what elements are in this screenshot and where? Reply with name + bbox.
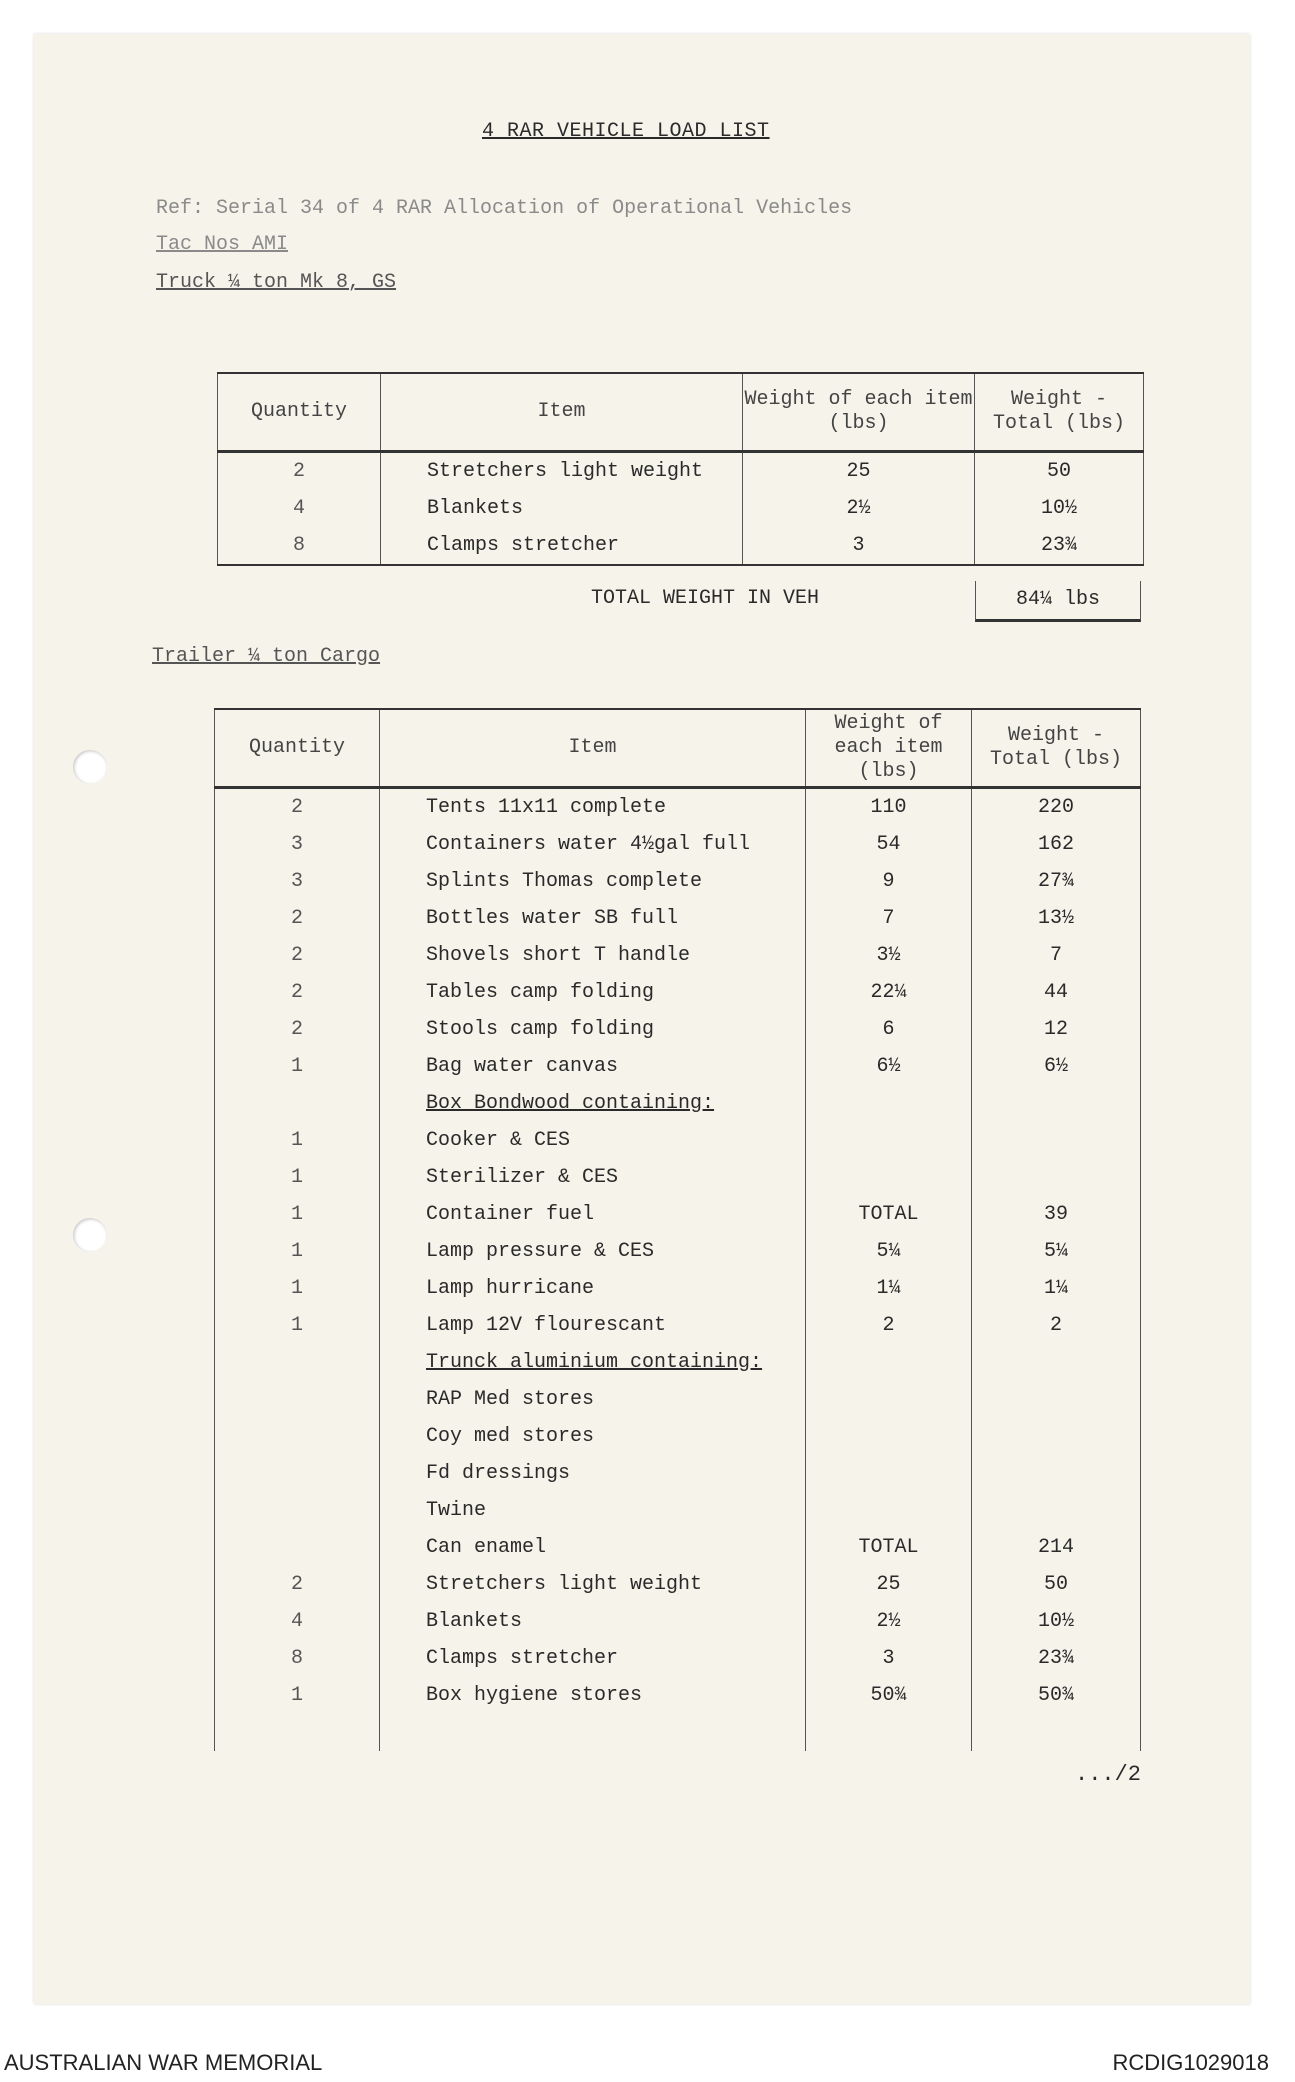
row-weight-total: 10½ bbox=[972, 1603, 1141, 1640]
row-weight-total: 5¼ bbox=[972, 1233, 1141, 1270]
table-row bbox=[215, 1492, 1141, 1529]
row-weight-total bbox=[972, 1344, 1141, 1381]
row-quantity bbox=[215, 1492, 380, 1529]
row-weight-each: 25 bbox=[806, 1566, 972, 1603]
row-weight-total: 2 bbox=[972, 1307, 1141, 1344]
row-quantity: 1 bbox=[215, 1122, 380, 1159]
row-weight-each bbox=[806, 1085, 972, 1122]
row-item: Lamp 12V flourescant bbox=[380, 1307, 806, 1344]
row-quantity: 4 bbox=[215, 1603, 380, 1640]
row-weight-each: 9 bbox=[806, 863, 972, 900]
row-weight-each: 25 bbox=[743, 452, 975, 491]
document-title: 4 RAR VEHICLE LOAD LIST bbox=[482, 120, 770, 143]
table-row bbox=[215, 1159, 1141, 1196]
row-weight-each: 6 bbox=[806, 1011, 972, 1048]
row-quantity: 1 bbox=[215, 1233, 380, 1270]
row-item: Coy med stores bbox=[380, 1418, 806, 1455]
table-row bbox=[215, 1418, 1141, 1455]
row-item: Cooker & CES bbox=[380, 1122, 806, 1159]
row-weight-each: 1¼ bbox=[806, 1270, 972, 1307]
row-weight-each bbox=[806, 1344, 972, 1381]
row-item: Blankets bbox=[381, 490, 743, 527]
row-quantity: 1 bbox=[215, 1048, 380, 1085]
column-header-weight-each: Weight of each item (lbs) bbox=[806, 709, 972, 788]
row-weight-each bbox=[806, 1381, 972, 1418]
row-weight-each: 3 bbox=[806, 1640, 972, 1677]
row-quantity: 2 bbox=[218, 452, 381, 491]
table-row bbox=[215, 1529, 1141, 1566]
row-item: RAP Med stores bbox=[380, 1381, 806, 1418]
table-row bbox=[215, 1603, 1141, 1640]
row-weight-each: 110 bbox=[806, 788, 972, 827]
table-row bbox=[215, 1085, 1141, 1122]
row-quantity: 1 bbox=[215, 1307, 380, 1344]
row-quantity bbox=[215, 1344, 380, 1381]
row-item: Clamps stretcher bbox=[381, 527, 743, 565]
row-weight-total bbox=[972, 1122, 1141, 1159]
table-row bbox=[215, 1233, 1141, 1270]
row-weight-total: 27¾ bbox=[972, 863, 1141, 900]
row-quantity: 2 bbox=[215, 1011, 380, 1048]
row-weight-total: 10½ bbox=[975, 490, 1144, 527]
row-item: Tables camp folding bbox=[380, 974, 806, 1011]
row-weight-each: 7 bbox=[806, 900, 972, 937]
table-row bbox=[218, 527, 1144, 565]
truck-load-table bbox=[217, 372, 1144, 566]
row-weight-each: TOTAL bbox=[806, 1529, 972, 1566]
row-quantity bbox=[215, 1085, 380, 1122]
table-row bbox=[215, 1307, 1141, 1344]
row-weight-total: 214 bbox=[972, 1529, 1141, 1566]
row-item: Can enamel bbox=[380, 1529, 806, 1566]
table-row bbox=[215, 1048, 1141, 1085]
trailer-label: Trailer ¼ ton Cargo bbox=[152, 645, 381, 668]
row-weight-each: 3½ bbox=[806, 937, 972, 974]
row-item: Container fuel bbox=[380, 1196, 806, 1233]
row-weight-each bbox=[806, 1122, 972, 1159]
table-row bbox=[215, 900, 1141, 937]
row-quantity: 2 bbox=[215, 900, 380, 937]
row-weight-each bbox=[806, 1418, 972, 1455]
row-quantity bbox=[215, 1529, 380, 1566]
row-item: Sterilizer & CES bbox=[380, 1159, 806, 1196]
table-row bbox=[215, 1640, 1141, 1677]
row-item: Stretchers light weight bbox=[380, 1566, 806, 1603]
row-quantity: 1 bbox=[215, 1196, 380, 1233]
row-quantity: 1 bbox=[215, 1270, 380, 1307]
row-weight-each: 3 bbox=[743, 527, 975, 565]
row-weight-total: 13½ bbox=[972, 900, 1141, 937]
column-header-weight-total: Weight - Total (lbs) bbox=[972, 709, 1141, 788]
row-weight-each: 2½ bbox=[743, 490, 975, 527]
row-weight-total: 50 bbox=[975, 452, 1144, 491]
row-weight-each: 54 bbox=[806, 826, 972, 863]
row-weight-each bbox=[806, 1492, 972, 1529]
row-weight-total: 50¾ bbox=[972, 1677, 1141, 1714]
row-weight-total: 1¼ bbox=[972, 1270, 1141, 1307]
row-weight-each: TOTAL bbox=[806, 1196, 972, 1233]
footer-identifier: RCDIG1029018 bbox=[1112, 2050, 1269, 2075]
punch-hole-bottom bbox=[73, 1218, 107, 1252]
column-header-quantity: Quantity bbox=[218, 373, 381, 452]
row-weight-each: 50¾ bbox=[806, 1677, 972, 1714]
column-header-item: Item bbox=[380, 709, 806, 788]
row-weight-total: 6½ bbox=[972, 1048, 1141, 1085]
spacer-cell bbox=[972, 1714, 1141, 1751]
row-quantity: 2 bbox=[215, 1566, 380, 1603]
row-item: Lamp pressure & CES bbox=[380, 1233, 806, 1270]
row-weight-total: 50 bbox=[972, 1566, 1141, 1603]
trailer-load-table bbox=[214, 708, 1141, 1751]
row-item: Box hygiene stores bbox=[380, 1677, 806, 1714]
row-item: Fd dressings bbox=[380, 1455, 806, 1492]
table-row bbox=[215, 1566, 1141, 1603]
row-item: Blankets bbox=[380, 1603, 806, 1640]
table-row bbox=[215, 1455, 1141, 1492]
total-weight-value: 84¼ lbs bbox=[975, 581, 1141, 622]
table-row bbox=[215, 1122, 1141, 1159]
column-header-quantity: Quantity bbox=[215, 709, 380, 788]
table-row bbox=[215, 863, 1141, 900]
row-quantity: 1 bbox=[215, 1677, 380, 1714]
row-weight-each bbox=[806, 1455, 972, 1492]
row-weight-total: 23¾ bbox=[975, 527, 1144, 565]
table-row bbox=[215, 974, 1141, 1011]
row-weight-total: 44 bbox=[972, 974, 1141, 1011]
row-item: Splints Thomas complete bbox=[380, 863, 806, 900]
page-continuation: .../2 bbox=[1075, 1762, 1142, 1787]
table-row bbox=[215, 1677, 1141, 1714]
row-item: Clamps stretcher bbox=[380, 1640, 806, 1677]
row-item: Twine bbox=[380, 1492, 806, 1529]
row-weight-total: 162 bbox=[972, 826, 1141, 863]
row-weight-total: 39 bbox=[972, 1196, 1141, 1233]
row-weight-total bbox=[972, 1418, 1141, 1455]
row-quantity: 2 bbox=[215, 974, 380, 1011]
row-quantity: 4 bbox=[218, 490, 381, 527]
row-quantity bbox=[215, 1455, 380, 1492]
row-weight-each: 6½ bbox=[806, 1048, 972, 1085]
row-weight-total bbox=[972, 1085, 1141, 1122]
row-weight-total bbox=[972, 1159, 1141, 1196]
row-weight-total bbox=[972, 1381, 1141, 1418]
truck-type-line: Truck ¼ ton Mk 8, GS bbox=[156, 271, 397, 294]
row-item: Containers water 4½gal full bbox=[380, 826, 806, 863]
column-header-weight-each: Weight of each item (lbs) bbox=[743, 373, 975, 452]
row-quantity: 2 bbox=[215, 788, 380, 827]
reference-line: Ref: Serial 34 of 4 RAR Allocation of Operational Vehicles bbox=[156, 197, 853, 220]
table-row bbox=[215, 826, 1141, 863]
row-weight-total: 7 bbox=[972, 937, 1141, 974]
row-item: Box Bondwood containing: bbox=[380, 1085, 806, 1122]
row-item: Bottles water SB full bbox=[380, 900, 806, 937]
row-weight-each bbox=[806, 1159, 972, 1196]
spacer-cell bbox=[215, 1714, 380, 1751]
table-row bbox=[215, 1011, 1141, 1048]
row-weight-each: 22¼ bbox=[806, 974, 972, 1011]
row-quantity: 8 bbox=[215, 1640, 380, 1677]
row-weight-each: 5¼ bbox=[806, 1233, 972, 1270]
table-spacer-row bbox=[215, 1714, 1141, 1751]
spacer-cell bbox=[380, 1714, 806, 1751]
row-item: Stools camp folding bbox=[380, 1011, 806, 1048]
punch-hole-top bbox=[73, 750, 107, 784]
row-quantity: 3 bbox=[215, 826, 380, 863]
row-quantity: 8 bbox=[218, 527, 381, 565]
row-item: Lamp hurricane bbox=[380, 1270, 806, 1307]
table-row bbox=[218, 452, 1144, 491]
spacer-cell bbox=[806, 1714, 972, 1751]
row-quantity bbox=[215, 1381, 380, 1418]
tac-number-line: Tac Nos AMI bbox=[156, 233, 289, 256]
row-item: Stretchers light weight bbox=[381, 452, 743, 491]
row-item: Bag water canvas bbox=[380, 1048, 806, 1085]
table-row bbox=[215, 1344, 1141, 1381]
row-item: Trunck aluminium containing: bbox=[380, 1344, 806, 1381]
row-weight-total: 220 bbox=[972, 788, 1141, 827]
row-weight-each: 2½ bbox=[806, 1603, 972, 1640]
footer-source: AUSTRALIAN WAR MEMORIAL bbox=[4, 2050, 323, 2075]
row-quantity: 2 bbox=[215, 937, 380, 974]
row-item: Shovels short T handle bbox=[380, 937, 806, 974]
table-row bbox=[215, 1270, 1141, 1307]
row-weight-each: 2 bbox=[806, 1307, 972, 1344]
total-weight-label: TOTAL WEIGHT IN VEH bbox=[591, 587, 820, 610]
table-row bbox=[215, 1381, 1141, 1418]
row-quantity: 1 bbox=[215, 1159, 380, 1196]
row-quantity bbox=[215, 1418, 380, 1455]
table-row bbox=[215, 788, 1141, 827]
table-row bbox=[215, 937, 1141, 974]
row-quantity: 3 bbox=[215, 863, 380, 900]
column-header-item: Item bbox=[381, 373, 743, 452]
table-row bbox=[218, 490, 1144, 527]
row-item: Tents 11x11 complete bbox=[380, 788, 806, 827]
row-weight-total bbox=[972, 1492, 1141, 1529]
row-weight-total: 23¾ bbox=[972, 1640, 1141, 1677]
column-header-weight-total: Weight - Total (lbs) bbox=[975, 373, 1144, 452]
row-weight-total bbox=[972, 1455, 1141, 1492]
table-row bbox=[215, 1196, 1141, 1233]
row-weight-total: 12 bbox=[972, 1011, 1141, 1048]
